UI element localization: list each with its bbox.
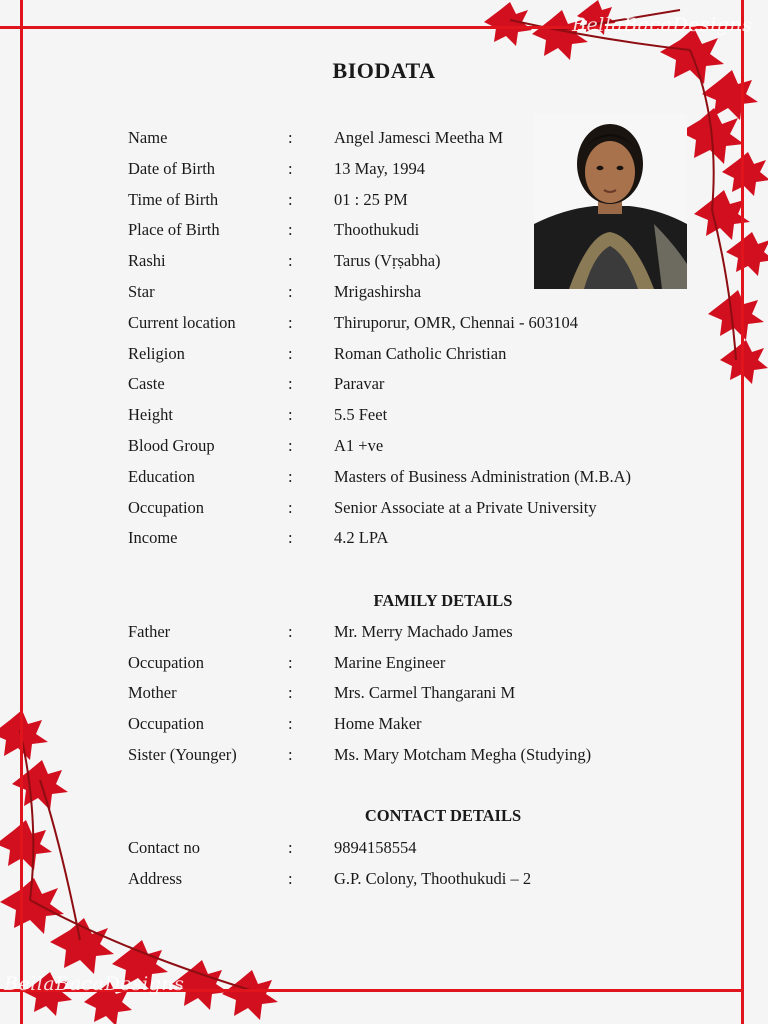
detail-label: Sister (Younger) [128, 744, 237, 764]
detail-label: Caste [128, 374, 165, 394]
detail-separator: : [288, 374, 293, 394]
detail-separator: : [288, 683, 293, 703]
detail-separator: : [288, 282, 293, 301]
detail-label: Religion [128, 343, 185, 363]
detail-value: Senior Associate at a Private University [334, 497, 597, 517]
border-left [20, 0, 23, 1024]
detail-label: Star [128, 282, 155, 301]
detail-label: Current location [128, 312, 236, 332]
detail-separator: : [288, 158, 293, 178]
detail-value: 5.5 Feet [334, 405, 388, 425]
contact-details-heading: CONTACT DETAILS [364, 806, 522, 825]
detail-label: Time of Birth [128, 189, 219, 209]
detail-separator: : [288, 251, 293, 271]
watermark-top: BellaBacaDesigns [572, 14, 753, 36]
profile-photo [534, 114, 687, 289]
detail-value: Masters of Business Administration (M.B.A) [334, 466, 631, 486]
detail-label: Contact no [128, 838, 200, 857]
detail-separator: : [288, 868, 293, 888]
detail-value: Thiruporur, OMR, Chennai - 603104 [334, 312, 579, 332]
detail-label: Name [128, 128, 168, 147]
detail-label: Blood Group [128, 436, 215, 455]
watermark-bottom: BellaBacaDesigns [4, 973, 185, 995]
detail-separator: : [288, 436, 293, 455]
detail-label: Place of Birth [128, 220, 220, 240]
detail-value: Mr. Merry Machado James [334, 622, 513, 641]
detail-separator: : [288, 466, 293, 486]
detail-separator: : [288, 838, 293, 857]
detail-separator: : [288, 189, 293, 209]
detail-label: Date of Birth [128, 158, 216, 178]
person-portrait-image [534, 114, 687, 289]
detail-value: G.P. Colony, Thoothukudi – 2 [334, 868, 532, 888]
detail-value: Mrigashirsha [334, 282, 422, 301]
detail-value: Roman Catholic Christian [334, 343, 507, 363]
detail-separator: : [288, 714, 293, 734]
family-details-heading: FAMILY DETAILS [373, 591, 513, 610]
detail-label: Income [128, 528, 178, 548]
detail-value: 4.2 LPA [334, 528, 389, 548]
detail-label: Mother [128, 683, 177, 703]
detail-value: Ms. Mary Motcham Megha (Studying) [334, 744, 592, 764]
detail-label: Rashi [128, 251, 166, 271]
detail-value: Thoothukudi [334, 220, 420, 240]
detail-separator: : [288, 220, 293, 240]
detail-separator: : [288, 497, 293, 517]
detail-value: 13 May, 1994 [334, 158, 426, 178]
detail-label: Occupation [128, 497, 205, 517]
page-title: BIODATA [332, 58, 436, 83]
border-right [741, 0, 744, 1024]
detail-value: Angel Jamesci Meetha M [334, 128, 504, 147]
detail-separator: : [288, 128, 293, 147]
detail-label: Address [128, 868, 183, 888]
detail-value: Tarus (Vṛṣabha) [334, 251, 441, 271]
detail-label: Father [128, 622, 171, 641]
detail-separator: : [288, 405, 293, 425]
detail-value: Marine Engineer [334, 652, 446, 672]
detail-label: Education [128, 466, 195, 486]
detail-label: Occupation [128, 714, 205, 734]
detail-value: Paravar [334, 374, 385, 394]
detail-value: Mrs. Carmel Thangarani M [334, 683, 516, 703]
detail-value: Home Maker [334, 714, 422, 734]
detail-separator: : [288, 744, 293, 764]
detail-separator: : [288, 622, 293, 641]
detail-label: Height [128, 405, 173, 425]
detail-value: A1 +ve [334, 436, 384, 455]
detail-separator: : [288, 652, 293, 672]
detail-label: Occupation [128, 652, 205, 672]
detail-value: 9894158554 [334, 838, 417, 857]
detail-value: 01 : 25 PM [334, 189, 408, 209]
detail-separator: : [288, 312, 293, 332]
detail-separator: : [288, 343, 293, 363]
detail-separator: : [288, 528, 293, 548]
